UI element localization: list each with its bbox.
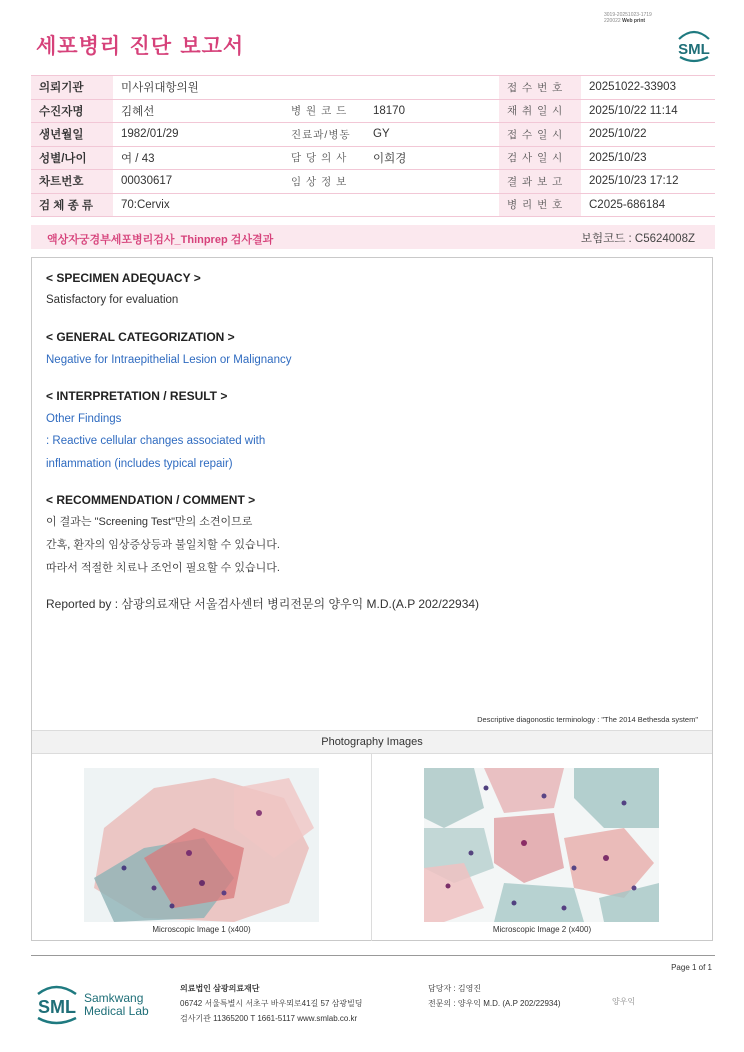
info-row (31, 76, 715, 100)
info-label: 진료과/병동 (283, 123, 365, 147)
info-row (31, 193, 715, 217)
org-address: 06742 서울특별시 서초구 바우뫼로41길 57 삼광빌딩 (180, 999, 363, 1008)
info-label: 접 수 일 시 (499, 123, 581, 147)
signature: 양우익 (612, 997, 636, 1006)
terminology-note: Descriptive diagonostic terminology : "The 2014 Bethesda system" (477, 715, 698, 724)
info-label: 검 사 일 시 (499, 146, 581, 170)
info-row (31, 99, 715, 123)
info-value: 1982/01/29 (113, 123, 283, 147)
info-label: 병 원 코 드 (283, 99, 365, 123)
info-value: 여 / 43 (113, 146, 283, 170)
footer-org-info (180, 981, 363, 1026)
samkwang-logo-icon (36, 982, 166, 1026)
org-name: 의료법인 삼광의료재단 (180, 984, 260, 993)
recommendation-line-1: 이 결과는 "Screening Test"만의 소견이므로 (46, 516, 253, 528)
patient-info-table (31, 75, 715, 217)
info-label: 생년월일 (31, 123, 113, 147)
footer-staff-info (428, 981, 561, 1011)
print-type: Web print (622, 18, 646, 24)
info-label: 접 수 번 호 (499, 76, 581, 100)
brand-line-1: Samkwang (84, 991, 144, 1005)
info-value: 2025/10/22 11:14 (581, 99, 715, 123)
info-label (283, 193, 365, 217)
adequacy-text: Satisfactory for evaluation (46, 294, 179, 306)
info-label: 검 체 종 류 (31, 193, 113, 217)
photo-caption-2: Microscopic Image 2 (x400) (492, 925, 592, 934)
insurance-code: 보험코드 : C5624008Z (580, 233, 695, 245)
info-label: 수진자명 (31, 99, 113, 123)
general-text: Negative for Intraepithelial Lesion or Malignancy (46, 354, 292, 366)
logo-text: SML (678, 41, 710, 58)
info-value: 18170 (365, 99, 499, 123)
page-number: Page 1 of 1 (671, 963, 712, 972)
info-row (31, 170, 715, 194)
staff-name: 담당자 : 김영진 (428, 984, 482, 993)
interpretation-line-1: Other Findings (46, 413, 122, 425)
info-label: 담 당 의 사 (283, 146, 365, 170)
info-value: GY (365, 123, 499, 147)
print-info (604, 12, 652, 24)
photo-cell-2 (372, 754, 712, 941)
info-value: C2025-686184 (581, 193, 715, 217)
info-value (365, 170, 499, 194)
brand-line-2: Medical Lab (84, 1004, 149, 1018)
microscopic-image-1 (84, 768, 319, 922)
info-label: 임 상 정 보 (283, 170, 365, 194)
info-label (283, 76, 365, 100)
recommendation-line-2: 간혹, 환자의 임상증상등과 불일치할 수 있습니다. (46, 539, 280, 551)
print-id: 3019-20251023-1719 (604, 12, 652, 18)
info-value (365, 193, 499, 217)
interpretation-line-2: : Reactive cellular changes associated with (46, 435, 266, 447)
info-value: 20251022-33903 (581, 76, 715, 100)
org-contact: 검사기관 11365200 T 1661-5117 www.smlab.co.kr (180, 1014, 358, 1023)
reported-by: Reported by : 삼광의료재단 서울검사센터 병리전문의 양우익 M.D.(A.P 202/22934) (46, 597, 480, 611)
info-value: 70:Cervix (113, 193, 283, 217)
test-name-bar (31, 225, 715, 249)
recommendation-heading: < RECOMMENDATION / COMMENT > (46, 493, 256, 507)
print-code: 220022 (604, 18, 621, 24)
info-label: 성별/나이 (31, 146, 113, 170)
info-value: 2025/10/23 (581, 146, 715, 170)
info-label: 채 취 일 시 (499, 99, 581, 123)
info-value: 2025/10/22 (581, 123, 715, 147)
info-label: 결 과 보 고 (499, 170, 581, 194)
photo-cell-1 (32, 754, 372, 941)
test-name: 액상자궁경부세포병리검사_Thinprep 검사결과 (47, 234, 274, 246)
info-value: 2025/10/23 17:12 (581, 170, 715, 194)
sml-logo-icon (674, 27, 714, 65)
interpretation-line-3: inflammation (includes typical repair) (46, 458, 233, 470)
info-value (365, 76, 499, 100)
footer-logo-text: SML (38, 997, 76, 1017)
info-value: 00030617 (113, 170, 283, 194)
adequacy-heading: < SPECIMEN ADEQUACY > (46, 271, 201, 285)
photo-caption-1: Microscopic Image 1 (x400) (152, 925, 251, 934)
info-row (31, 146, 715, 170)
recommendation-line-3: 따라서 적절한 치료나 조언이 필요할 수 있습니다. (46, 562, 280, 574)
specialist-name: 전문의 : 양우익 M.D. (A.P 202/22934) (428, 999, 561, 1008)
info-value: 김혜선 (113, 99, 283, 123)
info-label: 병 리 번 호 (499, 193, 581, 217)
interpretation-heading: < INTERPRETATION / RESULT > (46, 389, 228, 403)
report-title: 세포병리 진단 보고서 (36, 34, 245, 58)
info-row (31, 123, 715, 147)
footer-divider (31, 955, 715, 956)
info-value: 이희경 (365, 146, 499, 170)
info-label: 차트번호 (31, 170, 113, 194)
microscopic-image-2 (424, 768, 659, 922)
info-label: 의뢰기관 (31, 76, 113, 100)
photo-section-heading: Photography Images (32, 730, 712, 754)
report-body (31, 257, 713, 941)
general-heading: < GENERAL CATEGORIZATION > (46, 330, 235, 344)
info-value: 미사위대항의원 (113, 76, 283, 100)
